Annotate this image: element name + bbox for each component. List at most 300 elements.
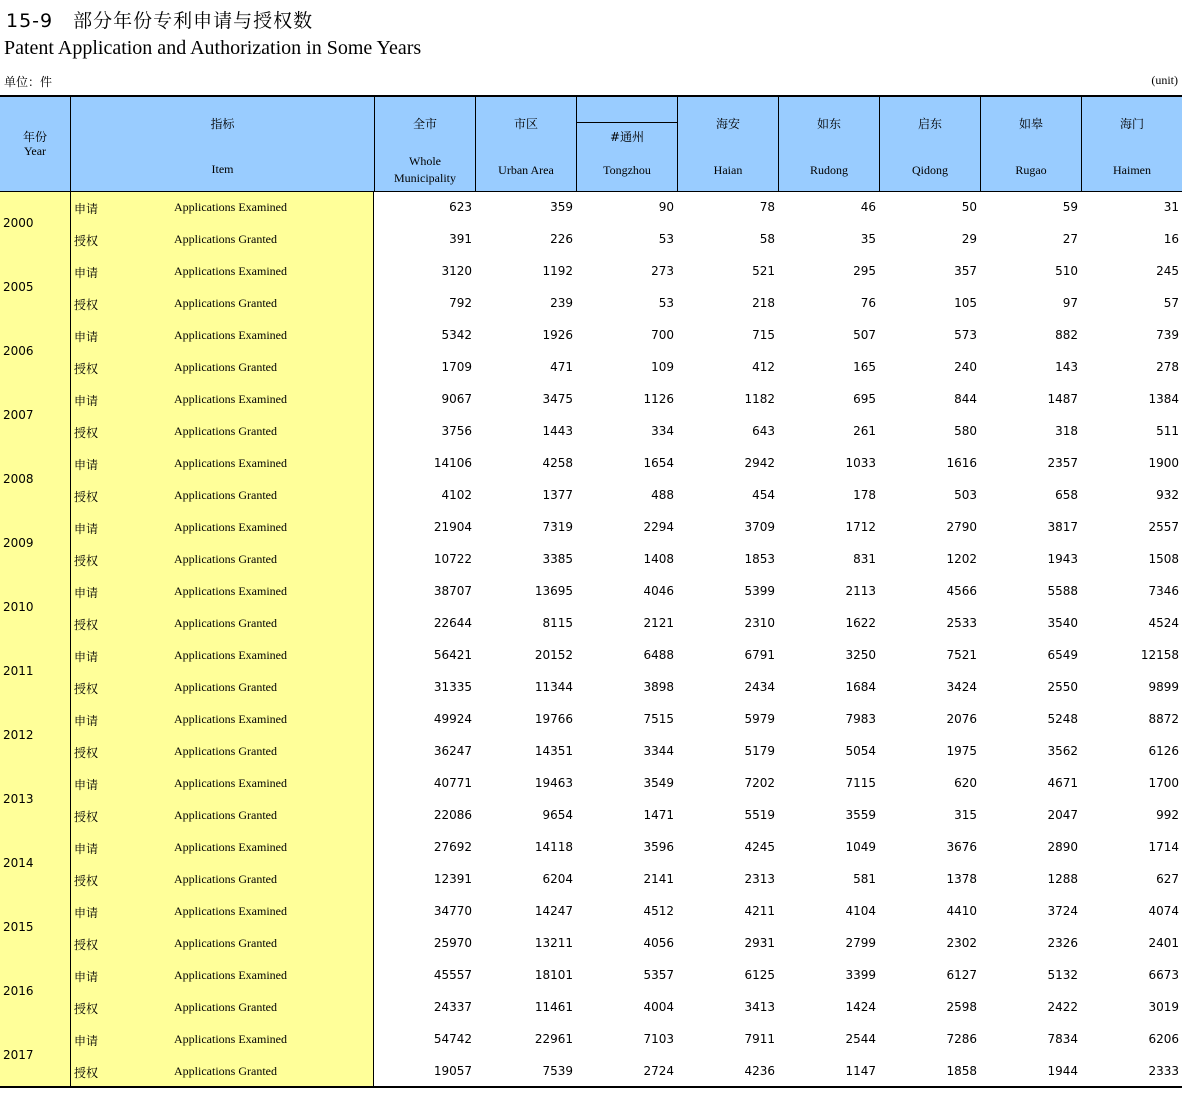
value-cell: 932 [1156, 488, 1179, 502]
value-cell: 739 [1156, 328, 1179, 342]
value-cell: 57 [1163, 296, 1179, 310]
value-cell: 3898 [643, 680, 674, 694]
value-cell: 658 [1055, 488, 1078, 502]
value-cell: 2141 [643, 872, 674, 886]
value-cell: 715 [752, 328, 775, 342]
value-cell: 6125 [744, 968, 775, 982]
value-cell: 97 [1062, 296, 1078, 310]
item-en: Applications Examined [174, 840, 287, 854]
header-year-cn: 年份 [22, 130, 47, 144]
value-cell: 3413 [744, 1000, 775, 1014]
value-cell: 2357 [1047, 456, 1078, 470]
value-cell: 992 [1156, 808, 1179, 822]
table-row [0, 576, 1182, 614]
value-cell: 105 [954, 296, 977, 310]
value-cell: 4102 [441, 488, 472, 502]
item-en: Applications Examined [174, 1032, 287, 1046]
value-cell: 273 [651, 264, 674, 278]
value-cell: 165 [853, 360, 876, 374]
value-cell: 1288 [1047, 872, 1078, 886]
table-row [0, 352, 1182, 384]
value-cell: 31 [1163, 200, 1179, 214]
item-cn: 申请 [74, 1034, 99, 1048]
header-col-en: Rugao [1015, 163, 1047, 177]
item-cn: 授权 [74, 1066, 99, 1080]
value-cell: 5979 [744, 712, 775, 726]
item-en: Applications Examined [174, 392, 287, 406]
value-cell: 45557 [433, 968, 472, 982]
header-col-cn: 启东 [917, 117, 942, 131]
item-en: Applications Examined [174, 520, 287, 534]
value-cell: 76 [860, 296, 876, 310]
value-cell: 1377 [542, 488, 573, 502]
header-col-cn: 海安 [715, 117, 740, 131]
item-cn: 申请 [74, 778, 99, 792]
table-bottom-rule [0, 1086, 1182, 1088]
item-en: Applications Granted [174, 1000, 277, 1014]
value-cell: 3756 [441, 424, 472, 438]
year-label: 2006 [3, 344, 34, 358]
value-cell: 3562 [1047, 744, 1078, 758]
value-cell: 27 [1062, 232, 1078, 246]
header-col-cn: 海门 [1119, 117, 1144, 131]
value-cell: 3475 [542, 392, 573, 406]
value-cell: 50 [961, 200, 977, 214]
value-cell: 5399 [744, 584, 775, 598]
value-cell: 580 [954, 424, 977, 438]
item-cn: 授权 [74, 554, 99, 568]
value-cell: 507 [853, 328, 876, 342]
value-cell: 1709 [441, 360, 472, 374]
page-title-en: Patent Application and Authorization in Some Years [4, 37, 422, 59]
value-cell: 1712 [845, 520, 876, 534]
value-cell: 49924 [433, 712, 472, 726]
table-row [0, 480, 1182, 512]
item-cn: 申请 [74, 586, 99, 600]
value-cell: 643 [752, 424, 775, 438]
header-item-cn: 指标 [210, 117, 235, 131]
value-cell: 8872 [1148, 712, 1179, 726]
item-cn: 申请 [74, 906, 99, 920]
value-cell: 7346 [1148, 584, 1179, 598]
value-cell: 1049 [845, 840, 876, 854]
table-row [0, 672, 1182, 704]
value-cell: 7202 [744, 776, 775, 790]
value-cell: 1714 [1148, 840, 1179, 854]
value-cell: 831 [853, 552, 876, 566]
header-col-1 [475, 97, 576, 191]
value-cell: 4512 [643, 904, 674, 918]
header-group-line [576, 122, 677, 123]
value-cell: 14106 [433, 456, 472, 470]
table-row [0, 960, 1182, 998]
value-cell: 19766 [534, 712, 573, 726]
item-cn: 授权 [74, 362, 99, 376]
value-cell: 3817 [1047, 520, 1078, 534]
table-row [0, 768, 1182, 806]
header-col-cn: 市区 [513, 117, 538, 131]
value-cell: 22644 [433, 616, 472, 630]
value-cell: 4566 [946, 584, 977, 598]
item-en: Applications Granted [174, 232, 277, 246]
table-row [0, 416, 1182, 448]
value-cell: 334 [651, 424, 674, 438]
value-cell: 2790 [946, 520, 977, 534]
value-cell: 1384 [1148, 392, 1179, 406]
value-cell: 1508 [1148, 552, 1179, 566]
value-cell: 58 [759, 232, 775, 246]
value-cell: 3676 [946, 840, 977, 854]
year-label: 2015 [3, 920, 34, 934]
value-cell: 38707 [433, 584, 472, 598]
header-col-en: Whole [409, 154, 441, 168]
item-en: Applications Granted [174, 488, 277, 502]
value-cell: 218 [752, 296, 775, 310]
header-year-en: Year [23, 144, 47, 158]
value-cell: 2294 [643, 520, 674, 534]
table-row [0, 288, 1182, 320]
value-cell: 6488 [643, 648, 674, 662]
value-cell: 5179 [744, 744, 775, 758]
value-cell: 4671 [1047, 776, 1078, 790]
item-cn: 申请 [74, 458, 99, 472]
value-cell: 5357 [643, 968, 674, 982]
item-en: Applications Examined [174, 264, 287, 278]
item-cn: 授权 [74, 234, 99, 248]
header-col-5 [879, 97, 980, 191]
item-en: Applications Granted [174, 552, 277, 566]
item-cn: 授权 [74, 938, 99, 952]
value-cell: 581 [853, 872, 876, 886]
value-cell: 34770 [433, 904, 472, 918]
value-cell: 7115 [845, 776, 876, 790]
item-cn: 授权 [74, 490, 99, 504]
value-cell: 7319 [542, 520, 573, 534]
value-cell: 29 [961, 232, 977, 246]
value-cell: 54742 [433, 1032, 472, 1046]
value-cell: 4004 [643, 1000, 674, 1014]
value-cell: 7286 [946, 1032, 977, 1046]
value-cell: 2942 [744, 456, 775, 470]
value-cell: 14118 [534, 840, 573, 854]
value-cell: 9067 [441, 392, 472, 406]
header-year [0, 97, 70, 191]
table-row [0, 1024, 1182, 1062]
value-cell: 2313 [744, 872, 775, 886]
value-cell: 412 [752, 360, 775, 374]
year-label: 2010 [3, 600, 34, 614]
table-row [0, 800, 1182, 832]
table-row [0, 1056, 1182, 1088]
value-cell: 1944 [1047, 1064, 1078, 1078]
table-row [0, 896, 1182, 934]
header-col-7 [1081, 97, 1182, 191]
value-cell: 2113 [845, 584, 876, 598]
header-col-3 [677, 97, 778, 191]
year-label: 2014 [3, 856, 34, 870]
value-cell: 1900 [1148, 456, 1179, 470]
value-cell: 178 [853, 488, 876, 502]
value-cell: 16 [1163, 232, 1179, 246]
value-cell: 7834 [1047, 1032, 1078, 1046]
item-en: Applications Examined [174, 968, 287, 982]
header-col-cn: 如东 [816, 117, 841, 131]
value-cell: 3549 [643, 776, 674, 790]
year-label: 2013 [3, 792, 34, 806]
value-cell: 2931 [744, 936, 775, 950]
value-cell: 6549 [1047, 648, 1078, 662]
value-cell: 4056 [643, 936, 674, 950]
value-cell: 1926 [542, 328, 573, 342]
unit-label-cn: 单位：件 [4, 75, 53, 89]
value-cell: 700 [651, 328, 674, 342]
value-cell: 2724 [643, 1064, 674, 1078]
value-cell: 13211 [534, 936, 573, 950]
table-row [0, 192, 1182, 230]
value-cell: 7539 [542, 1064, 573, 1078]
value-cell: 4245 [744, 840, 775, 854]
value-cell: 6127 [946, 968, 977, 982]
value-cell: 357 [954, 264, 977, 278]
value-cell: 19057 [433, 1064, 472, 1078]
item-en: Applications Examined [174, 328, 287, 342]
value-cell: 13695 [534, 584, 573, 598]
value-cell: 620 [954, 776, 977, 790]
item-cn: 申请 [74, 394, 99, 408]
value-cell: 9899 [1148, 680, 1179, 694]
value-cell: 391 [449, 232, 472, 246]
value-cell: 90 [658, 200, 674, 214]
header-col-cn: #通州 [609, 130, 645, 144]
value-cell: 4046 [643, 584, 674, 598]
value-cell: 3559 [845, 808, 876, 822]
header-col-cn: 如皋 [1018, 117, 1043, 131]
value-cell: 3724 [1047, 904, 1078, 918]
value-cell: 4236 [744, 1064, 775, 1078]
value-cell: 1654 [643, 456, 674, 470]
value-cell: 471 [550, 360, 573, 374]
header-col-en-2: Municipality [394, 171, 456, 185]
value-cell: 3344 [643, 744, 674, 758]
value-cell: 12158 [1140, 648, 1179, 662]
value-cell: 1858 [946, 1064, 977, 1078]
value-cell: 18101 [534, 968, 573, 982]
item-cn: 申请 [74, 650, 99, 664]
value-cell: 59 [1062, 200, 1078, 214]
value-cell: 40771 [433, 776, 472, 790]
value-cell: 22961 [534, 1032, 573, 1046]
value-cell: 7521 [946, 648, 977, 662]
table-row [0, 832, 1182, 870]
value-cell: 2302 [946, 936, 977, 950]
item-cn: 授权 [74, 746, 99, 760]
value-cell: 4258 [542, 456, 573, 470]
item-cn: 授权 [74, 810, 99, 824]
value-cell: 5054 [845, 744, 876, 758]
value-cell: 6204 [542, 872, 573, 886]
table-row [0, 448, 1182, 486]
value-cell: 36247 [433, 744, 472, 758]
value-cell: 1622 [845, 616, 876, 630]
item-en: Applications Examined [174, 904, 287, 918]
value-cell: 792 [449, 296, 472, 310]
value-cell: 4104 [845, 904, 876, 918]
item-cn: 申请 [74, 714, 99, 728]
value-cell: 56421 [433, 648, 472, 662]
value-cell: 2326 [1047, 936, 1078, 950]
value-cell: 21904 [433, 520, 472, 534]
value-cell: 31335 [433, 680, 472, 694]
value-cell: 1943 [1047, 552, 1078, 566]
header-col-6 [980, 97, 1081, 191]
value-cell: 511 [1156, 424, 1179, 438]
value-cell: 1443 [542, 424, 573, 438]
item-en: Applications Examined [174, 648, 287, 662]
value-cell: 14351 [534, 744, 573, 758]
value-cell: 3424 [946, 680, 977, 694]
year-label: 2017 [3, 1048, 34, 1062]
value-cell: 2557 [1148, 520, 1179, 534]
header-col-en: Qidong [912, 163, 948, 177]
value-cell: 3709 [744, 520, 775, 534]
value-cell: 2598 [946, 1000, 977, 1014]
value-cell: 4211 [744, 904, 775, 918]
value-cell: 6206 [1148, 1032, 1179, 1046]
item-en: Applications Granted [174, 744, 277, 758]
item-cn: 授权 [74, 426, 99, 440]
table-row [0, 224, 1182, 256]
value-cell: 1700 [1148, 776, 1179, 790]
unit-label-en: (unit) [1151, 73, 1178, 87]
value-cell: 2422 [1047, 1000, 1078, 1014]
value-cell: 2544 [845, 1032, 876, 1046]
value-cell: 2076 [946, 712, 977, 726]
value-cell: 3019 [1148, 1000, 1179, 1014]
value-cell: 2434 [744, 680, 775, 694]
value-cell: 10722 [433, 552, 472, 566]
table-row [0, 704, 1182, 742]
value-cell: 240 [954, 360, 977, 374]
header-col-4 [778, 97, 879, 191]
value-cell: 78 [759, 200, 775, 214]
value-cell: 521 [752, 264, 775, 278]
value-cell: 20152 [534, 648, 573, 662]
page-title-cn: 15-9 部分年份专利申请与授权数 [6, 10, 314, 32]
header-item [70, 97, 374, 191]
value-cell: 295 [853, 264, 876, 278]
value-cell: 1424 [845, 1000, 876, 1014]
item-en: Applications Granted [174, 616, 277, 630]
header-col-en: Haimen [1113, 163, 1151, 177]
value-cell: 5519 [744, 808, 775, 822]
value-cell: 25970 [433, 936, 472, 950]
table-row [0, 384, 1182, 422]
item-cn: 授权 [74, 1002, 99, 1016]
value-cell: 3120 [441, 264, 472, 278]
value-cell: 19463 [534, 776, 573, 790]
item-cn: 授权 [74, 682, 99, 696]
value-cell: 2799 [845, 936, 876, 950]
value-cell: 11344 [534, 680, 573, 694]
value-cell: 7911 [744, 1032, 775, 1046]
value-cell: 261 [853, 424, 876, 438]
year-label: 2000 [3, 216, 34, 230]
value-cell: 488 [651, 488, 674, 502]
item-en: Applications Granted [174, 680, 277, 694]
value-cell: 3385 [542, 552, 573, 566]
value-cell: 695 [853, 392, 876, 406]
value-cell: 1192 [542, 264, 573, 278]
table-row [0, 928, 1182, 960]
item-cn: 申请 [74, 266, 99, 280]
value-cell: 27692 [433, 840, 472, 854]
header-col-en: Haian [713, 163, 743, 177]
value-cell: 226 [550, 232, 573, 246]
value-cell: 143 [1055, 360, 1078, 374]
value-cell: 46 [860, 200, 876, 214]
value-cell: 1182 [744, 392, 775, 406]
value-cell: 6673 [1148, 968, 1179, 982]
value-cell: 3399 [845, 968, 876, 982]
value-cell: 7515 [643, 712, 674, 726]
value-cell: 2333 [1148, 1064, 1179, 1078]
value-cell: 1033 [845, 456, 876, 470]
item-en: Applications Granted [174, 360, 277, 374]
value-cell: 24337 [433, 1000, 472, 1014]
value-cell: 2890 [1047, 840, 1078, 854]
year-label: 2016 [3, 984, 34, 998]
value-cell: 3540 [1047, 616, 1078, 630]
value-cell: 2401 [1148, 936, 1179, 950]
value-cell: 14247 [534, 904, 573, 918]
table-row [0, 320, 1182, 358]
value-cell: 5132 [1047, 968, 1078, 982]
value-cell: 1126 [643, 392, 674, 406]
value-cell: 573 [954, 328, 977, 342]
value-cell: 1147 [845, 1064, 876, 1078]
year-label: 2007 [3, 408, 34, 422]
value-cell: 4410 [946, 904, 977, 918]
table-row [0, 992, 1182, 1024]
item-en: Applications Granted [174, 296, 277, 310]
value-cell: 318 [1055, 424, 1078, 438]
item-en: Applications Examined [174, 776, 287, 790]
value-cell: 1408 [643, 552, 674, 566]
value-cell: 5342 [441, 328, 472, 342]
value-cell: 2533 [946, 616, 977, 630]
value-cell: 1471 [643, 808, 674, 822]
item-en: Applications Granted [174, 872, 277, 886]
value-cell: 53 [658, 296, 674, 310]
value-cell: 1616 [946, 456, 977, 470]
value-cell: 882 [1055, 328, 1078, 342]
table-row [0, 544, 1182, 576]
item-en: Applications Granted [174, 424, 277, 438]
item-cn: 申请 [74, 522, 99, 536]
value-cell: 1684 [845, 680, 876, 694]
table-row [0, 608, 1182, 640]
value-cell: 35 [860, 232, 876, 246]
year-label: 2008 [3, 472, 34, 486]
year-label: 2009 [3, 536, 34, 550]
item-cn: 授权 [74, 298, 99, 312]
value-cell: 2047 [1047, 808, 1078, 822]
year-label: 2005 [3, 280, 34, 294]
header-col-cn: 全市 [412, 117, 437, 131]
year-label: 2012 [3, 728, 34, 742]
value-cell: 359 [550, 200, 573, 214]
item-cn: 申请 [74, 202, 99, 216]
